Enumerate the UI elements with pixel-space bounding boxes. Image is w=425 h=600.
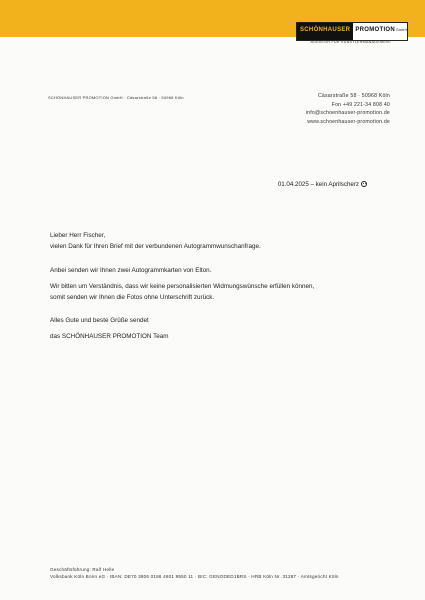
letter-body bbox=[50, 230, 380, 342]
closing: Alles Gute und beste Grüße sendet bbox=[50, 317, 149, 325]
sender-address-line: SCHÖNHAUSER PROMOTION GmbH · Cäsarstraße 58 · 50968 Köln bbox=[48, 95, 184, 100]
paragraph-enclosure: Anbei senden wir Ihnen zwei Autogrammkarten von Elton. bbox=[50, 266, 212, 274]
date-text: 01.04.2025 – kein Aprilscherz bbox=[277, 181, 359, 188]
date-line bbox=[278, 181, 367, 188]
footer-management: Geschäftsführung: Ralf Hellе bbox=[50, 567, 115, 572]
footer-bank-details: Volksbank Köln Bonn eG · IBAN: DE70 3806 0186 4601 9550 11 · BIC: GENODED1BRS · HRB Köln Nr. 31287 · Amtsgericht Köln bbox=[50, 574, 339, 579]
paragraph-thanks: vielen Dank für Ihren Brief mit der verbundenen Autogrammwunschanfrage. bbox=[50, 243, 261, 251]
logo-subtitle: AGENTUR FÜR KÜNSTLERMANAGEMENT bbox=[310, 40, 392, 44]
signature: das SCHÖNHAUSER PROMOTION Team bbox=[50, 332, 169, 340]
logo-left-text: SCHÖNHAUSER bbox=[297, 23, 353, 40]
contact-street: Cäsarstraße 58 · 50968 Köln bbox=[317, 93, 390, 99]
footer bbox=[50, 566, 339, 580]
logo-gmbh: GmbH bbox=[396, 28, 408, 32]
contact-block bbox=[306, 92, 390, 126]
logo-right-text bbox=[353, 23, 409, 40]
contact-phone: Fon +49 221-34 808 40 bbox=[331, 101, 390, 108]
salutation: Lieber Herr Fischer, bbox=[50, 232, 106, 239]
contact-web: www.schoenhauser-promotion.de bbox=[307, 118, 390, 125]
paragraph-understanding-1: Wir bitten um Verständnis, dass wir keine personalisierten Widmungswünsche erfüllen können, bbox=[50, 282, 315, 290]
contact-email: info@schoenhauser-promotion.de bbox=[305, 110, 390, 117]
company-logo bbox=[296, 22, 408, 41]
smiley-icon bbox=[361, 181, 367, 187]
paragraph-understanding-2: somit senden wir Ihnen die Fotos ohne Unterschrift zurück. bbox=[50, 294, 215, 302]
logo-promotion: PROMOTION bbox=[355, 27, 396, 33]
